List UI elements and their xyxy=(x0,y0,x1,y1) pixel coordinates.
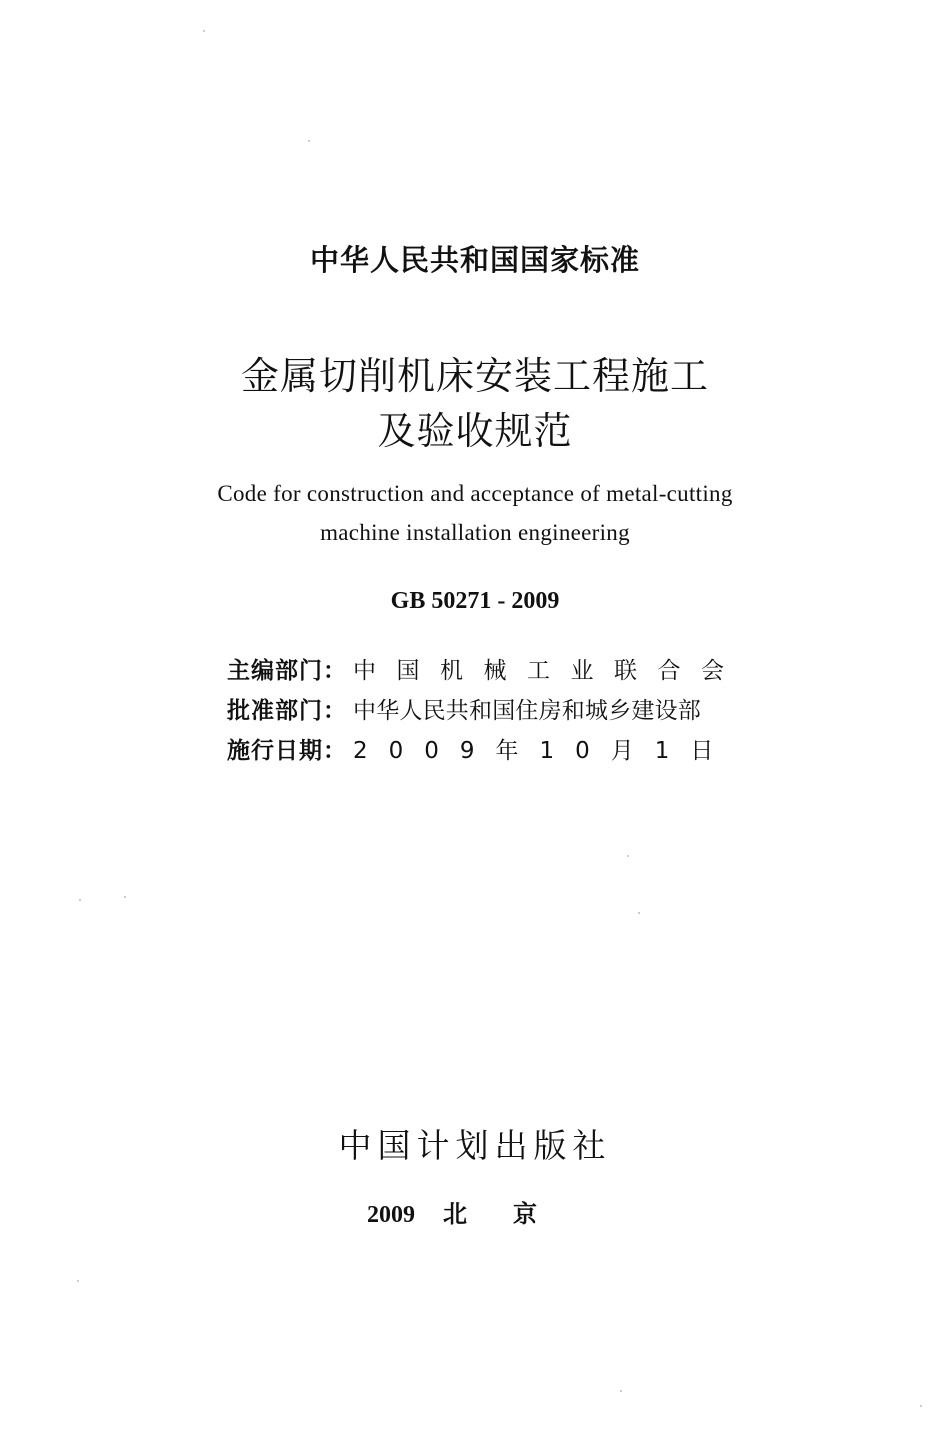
info-value-editor: 中国机械工业联合会 xyxy=(353,658,745,684)
scan-speck xyxy=(124,896,126,898)
scan-speck xyxy=(620,1390,622,1392)
title-line-1: 金属切削机床安装工程施工 xyxy=(240,354,709,398)
scan-speck xyxy=(638,912,640,914)
english-title-line-1: Code for construction and acceptance of metal-cutting xyxy=(217,481,733,506)
imprint-city: 北京 xyxy=(443,1200,583,1228)
publisher-name: 中国计划出版社 xyxy=(338,1126,612,1165)
imprint-year: 2009 xyxy=(367,1202,415,1228)
info-value-approver: 中华人民共和国住房和城乡建设部 xyxy=(353,698,701,724)
imprint-line xyxy=(0,1194,950,1229)
standard-type-heading: 中华人民共和国国家标准 xyxy=(309,243,640,277)
scan-speck xyxy=(920,1405,922,1407)
scan-speck xyxy=(627,855,629,857)
info-label-effective-date: 施行日期： xyxy=(227,738,347,764)
info-row-approver xyxy=(227,692,701,724)
info-label-approver: 批准部门： xyxy=(227,698,347,724)
info-value-effective-date: 2009年10月1日 xyxy=(353,738,735,764)
scan-speck xyxy=(79,899,81,901)
info-label-editor: 主编部门： xyxy=(227,658,347,684)
info-row-editor xyxy=(227,652,745,684)
title-line-2: 及验收规范 xyxy=(377,409,573,453)
scan-speck xyxy=(308,140,310,142)
info-row-effective-date xyxy=(227,732,734,764)
english-title-line-2: machine installation engineering xyxy=(320,520,630,545)
scan-speck xyxy=(77,1280,79,1282)
scan-speck xyxy=(203,30,205,32)
standard-code: GB 50271 - 2009 xyxy=(390,588,560,614)
